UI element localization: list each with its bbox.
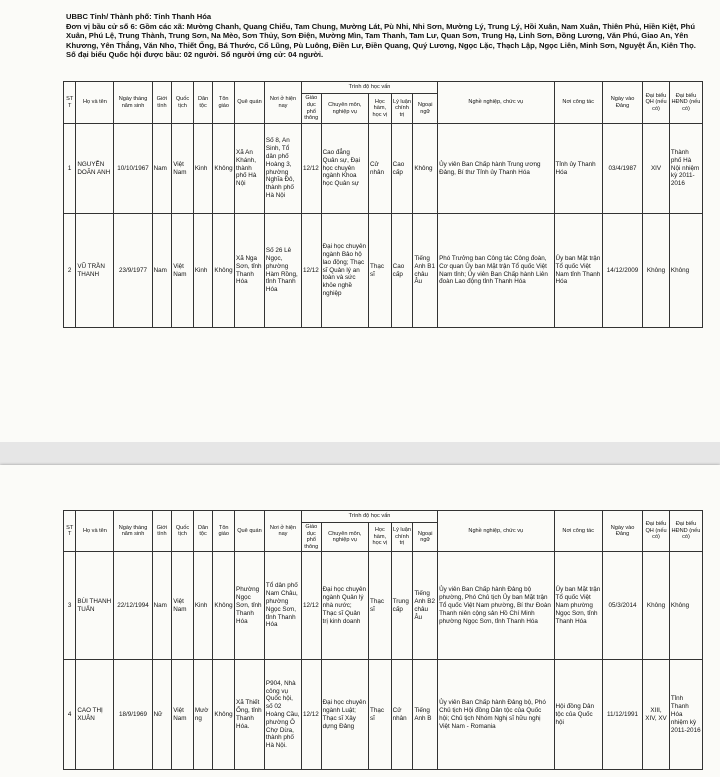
candidate-table-page-1 [63,81,703,328]
col-specialty: Chuyên môn, nghiệp vụ [321,523,368,552]
cell-name: CAO THỊ XUÂN [76,660,114,770]
cell-occupation: Phó Trưởng ban Công tác Công đoàn, Cơ quan Ủy ban Mặt trận Tổ quốc Việt Nam tỉnh; Ủy viên Ban Chấp hành Liên đoàn Lao động tỉnh Thanh Hóa [438,214,554,328]
cell-na-delegate: XIII, XIV, XV [643,660,670,770]
cell-residence: Tổ dân phố Nam Châu, phường Ngọc Sơn, tỉnh Thanh Hóa [264,552,301,660]
col-academic-title: Học hàm, học vị [369,94,392,124]
col-party-date: Ngày vào Đảng [602,82,642,124]
col-dob: Ngày tháng năm sinh [114,511,152,552]
cell-party-date: 05/3/2014 [602,552,642,660]
col-foreign-lang: Ngoại ngữ [413,94,438,124]
col-na-delegate: Đại biểu QH (nếu có) [643,82,670,124]
cell-specialty: Đại học chuyên ngành Bảo hộ lao động; Thạc sĩ Quản lý an toàn và sức khỏe nghề nghiệp [321,214,368,328]
cell-academic-title: Cử nhân [369,124,392,214]
cell-council-delegate: Không [669,552,702,660]
col-gender: Giới tính [152,82,172,124]
col-residence: Nơi ở hiện nay [264,511,301,552]
col-party-date: Ngày vào Đảng [602,511,642,552]
col-council-delegate: Đại biểu HĐND (nếu có) [669,511,702,552]
candidate-table-page-2 [63,510,703,770]
cell-stt: 3 [64,552,76,660]
table-row [64,214,703,328]
cell-specialty: Cao đẳng Quân sự, Đại học chuyên ngành Khoa học Quân sự [321,124,368,214]
cell-workplace: Ủy ban Mặt trận Tổ quốc Việt Nam phường Ngọc Sơn, tỉnh Thanh Hóa [554,552,602,660]
cell-na-delegate: Không [643,214,670,328]
col-specialty: Chuyên môn, nghiệp vụ [321,94,368,124]
cell-hometown: Xã An Khánh, thành phố Hà Nội [235,124,265,214]
col-general-edu: Giáo dục phổ thông [302,94,322,124]
cell-hometown: Xã Thiết Ống, tỉnh Thanh Hóa. [235,660,265,770]
cell-dob: 22/12/1994 [114,552,152,660]
header-constituency: Đơn vị bầu cử số 6: Gồm các xã: Mường Chanh, Quang Chiểu, Tam Chung, Mường Lát, Pù Nhi, Nhi Sơn, Mường Lý, Trung Lý, Hồi Xuân, Nam Xuân, Thiên Phủ, Hiền Kiệt, Phú Xuân, Phú Lệ, Trung Thành, Trung Sơn, Na Mèo, Sơn Thủy, Sơn Điện, Mường Mìn, Tam Thanh, Tam Lư, Quan Sơn, Trung Hạ, Linh Sơn, Đồng Lương, Văn Phú, Giao An, Yên Khương, Yên Thắng, Văn Nho, Thiết Ống, Bá Thước, Cổ Lũng, Pù Luông, Điền Lư, Điền Quang, Quý Lương, Ngọc Lặc, Thạch Lập, Ngọc Liên, Minh Sơn, Nguyệt Ấn, Kiên Thọ. [66,21,696,50]
cell-occupation: Ủy viên Ban Chấp hành Đảng bộ phường, Phó Chủ tịch Ủy ban Mặt trận Tổ quốc Việt Nam phường, Bí thư Đoàn Thanh niên cộng sản Hồ Chí Minh phường Ngọc Sơn, tỉnh Thanh Hóa [438,552,554,660]
cell-workplace: Tỉnh ủy Thanh Hóa [554,124,602,214]
cell-political-theory: Trung cấp [391,552,413,660]
cell-nationality: Việt Nam [172,124,194,214]
cell-religion: Không [213,124,235,214]
cell-hometown: Xã Nga Sơn, tỉnh Thanh Hóa [235,214,265,328]
cell-political-theory: Cao cấp [391,214,413,328]
col-political-theory: Lý luận chính trị [391,94,413,124]
cell-stt: 1 [64,124,76,214]
cell-na-delegate: Không [643,552,670,660]
cell-general-edu: 12/12 [302,124,322,214]
col-na-delegate: Đại biểu QH (nếu có) [643,511,670,552]
cell-religion: Không [213,660,235,770]
col-workplace: Nơi công tác [554,511,602,552]
cell-foreign-lang: Tiếng Anh B1 châu Âu [413,214,438,328]
cell-gender: Nữ [152,660,172,770]
cell-dob: 18/9/1969 [114,660,152,770]
col-general-edu: Giáo dục phổ thông [302,523,322,552]
cell-academic-title: Thạc sĩ [369,552,392,660]
cell-religion: Không [213,214,235,328]
table-row [64,552,703,660]
col-council-delegate: Đại biểu HĐND (nếu có) [669,82,702,124]
col-gender: Giới tính [152,511,172,552]
cell-council-delegate: Không [669,214,702,328]
col-ethnicity: Dân tộc [193,511,213,552]
cell-academic-title: Thạc sĩ [369,660,392,770]
col-foreign-lang: Ngoại ngữ [413,523,438,552]
col-dob: Ngày tháng năm sinh [114,82,152,124]
cell-name: BÙI THANH TUẤN [76,552,114,660]
cell-gender: Nam [152,124,172,214]
cell-general-edu: 12/12 [302,552,322,660]
cell-hometown: Phường Ngọc Sơn, tỉnh Thanh Hóa [235,552,265,660]
document-header [66,12,716,60]
cell-religion: Không [213,552,235,660]
col-name: Họ và tên [76,82,114,124]
cell-party-date: 03/4/1987 [602,124,642,214]
document-page-2 [0,465,720,777]
cell-occupation: Ủy viên Ban Chấp hành Đảng bộ, Phó Chủ tịch Hội đồng Dân tộc của Quốc hội; Chủ tịch Nhóm Nghị sĩ hữu nghị Việt Nam - Romania [438,660,554,770]
col-political-theory: Lý luận chính trị [391,523,413,552]
cell-foreign-lang: Tiếng Anh B2 châu Âu [413,552,438,660]
cell-dob: 10/10/1967 [114,124,152,214]
cell-foreign-lang: Tiếng Anh B [413,660,438,770]
cell-workplace: Ủy ban Mặt trận Tổ quốc Việt Nam tỉnh Thanh Hóa [554,214,602,328]
header-seat-count: Số đại biểu Quốc hội được bầu: 02 người. Số người ứng cử: 04 người. [66,50,324,60]
cell-council-delegate: Tỉnh Thanh Hóa nhiệm kỳ 2011-2016 [669,660,702,770]
cell-specialty: Đại học chuyên ngành Luật; Thạc sĩ Xây dựng Đảng [321,660,368,770]
cell-name: VŨ TRẦN THANH [76,214,114,328]
col-stt: STT [64,82,76,124]
cell-general-edu: 12/12 [302,660,322,770]
col-ethnicity: Dân tộc [193,82,213,124]
cell-gender: Nam [152,552,172,660]
col-religion: Tôn giáo [213,82,235,124]
cell-stt: 2 [64,214,76,328]
col-academic-title: Học hàm, học vị [369,523,392,552]
cell-political-theory: Cử nhân [391,660,413,770]
cell-ethnicity: Kinh [193,124,213,214]
cell-nationality: Việt Nam [172,660,194,770]
col-name: Họ và tên [76,511,114,552]
cell-gender: Nam [152,214,172,328]
cell-workplace: Hội đồng Dân tộc của Quốc hội [554,660,602,770]
col-education-group: Trình độ học vấn [302,511,438,523]
col-workplace: Nơi công tác [554,82,602,124]
cell-ethnicity: Mường [193,660,213,770]
cell-party-date: 11/12/1991 [602,660,642,770]
col-residence: Nơi ở hiện nay [264,82,301,124]
cell-occupation: Ủy viên Ban Chấp hành Trung ương Đảng, Bí thư Tỉnh ủy Thanh Hóa [438,124,554,214]
col-education-group: Trình độ học vấn [302,82,438,94]
cell-ethnicity: Kinh [193,214,213,328]
page-gap [0,442,720,465]
header-committee: UBBC Tỉnh/ Thành phố: Tỉnh Thanh Hóa [66,12,212,21]
cell-ethnicity: Kinh [193,552,213,660]
cell-name: NGUYỄN DOÃN ANH [76,124,114,214]
cell-residence: P904, Nhà công vụ Quốc hội, số 02 Hoàng Cầu, phường Ô Chợ Dừa, thành phố Hà Nội. [264,660,301,770]
cell-party-date: 14/12/2009 [602,214,642,328]
cell-foreign-lang: Không [413,124,438,214]
cell-stt: 4 [64,660,76,770]
col-occupation: Nghề nghiệp, chức vụ [438,511,554,552]
cell-specialty: Đại học chuyên ngành Quản lý nhà nước; Thạc sĩ Quản trị kinh doanh [321,552,368,660]
col-occupation: Nghề nghiệp, chức vụ [438,82,554,124]
col-nationality: Quốc tịch [172,82,194,124]
col-stt: STT [64,511,76,552]
table-row [64,124,703,214]
col-religion: Tôn giáo [213,511,235,552]
cell-residence: Số 26 Lê Ngọc, phường Hàm Rồng, tỉnh Thanh Hóa [264,214,301,328]
cell-general-edu: 12/12 [302,214,322,328]
cell-na-delegate: XIV [643,124,670,214]
cell-residence: Số 8, An Sinh, Tổ dân phố Hoàng 3, phường Nghĩa Đô, thành phố Hà Nội [264,124,301,214]
cell-academic-title: Thạc sĩ [369,214,392,328]
col-hometown: Quê quán [235,82,265,124]
table-row [64,660,703,770]
col-hometown: Quê quán [235,511,265,552]
cell-political-theory: Cao cấp [391,124,413,214]
cell-nationality: Việt Nam [172,552,194,660]
cell-dob: 23/9/1977 [114,214,152,328]
cell-nationality: Việt Nam [172,214,194,328]
cell-council-delegate: Thành phố Hà Nội nhiệm kỳ 2011-2016 [669,124,702,214]
col-nationality: Quốc tịch [172,511,194,552]
